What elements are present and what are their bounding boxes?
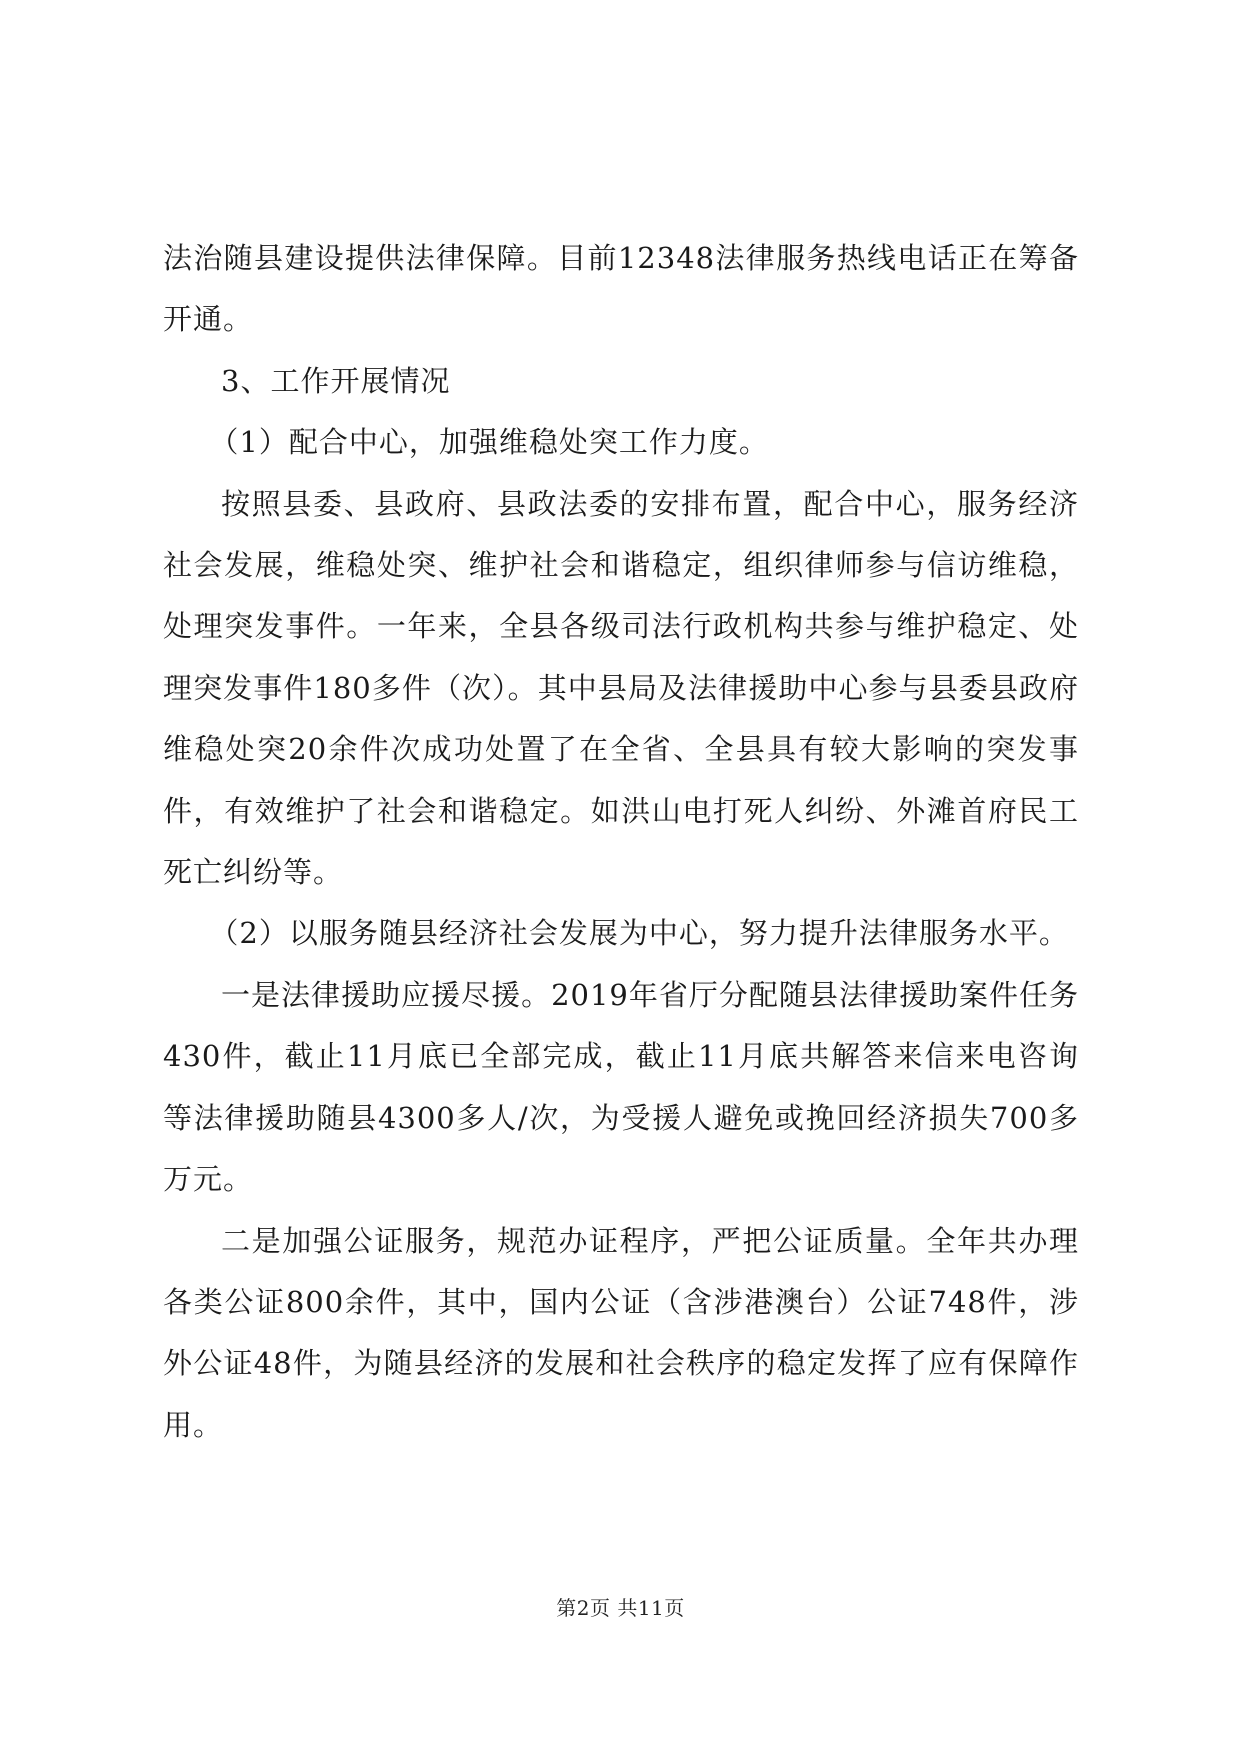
paragraph-notary: 二是加强公证服务，规范办证程序，严把公证质量。全年共办理各类公证800余件，其中，国内公证（含涉港澳台）公证748件，涉外公证48件，为随县经济的发展和社会秩序的稳定发挥了应有保障作用。	[163, 1223, 1079, 1442]
page-footer: 第2页 共11页	[556, 1596, 685, 1620]
subsection-heading-1: （1）配合中心，加强维稳处突工作力度。	[209, 425, 769, 460]
section-heading: 3、工作开展情况	[221, 363, 451, 398]
document-body	[163, 228, 1079, 1456]
paragraph-stability: 按照县委、县政府、县政法委的安排布置，配合中心，服务经济社会发展，维稳处突、维护社会和谐稳定，组织律师参与信访维稳，处理突发事件。一年来，全县各级司法行政机构共参与维护稳定、处理突发事件180多件（次）。其中县局及法律援助中心参与县委县政府维稳处突20余件次成功处置了在全省、全县具有较大影响的突发事件，有效维护了社会和谐稳定。如洪山电打死人纠纷、外滩首府民工死亡纠纷等。	[163, 486, 1079, 890]
subsection-heading-2: （2）以服务随县经济社会发展为中心，努力提升法律服务水平。	[209, 916, 1069, 951]
paragraph-continuation: 法治随县建设提供法律保障。目前12348法律服务热线电话正在筹备开通。	[163, 241, 1079, 337]
paragraph-legal-aid: 一是法律援助应援尽援。2019年省厅分配随县法律援助案件任务430件，截止11月底已全部完成，截止11月底共解答来信来电咨询等法律援助随县4300多人/次，为受援人避免或挽回经济损失700多万元。	[163, 977, 1079, 1197]
